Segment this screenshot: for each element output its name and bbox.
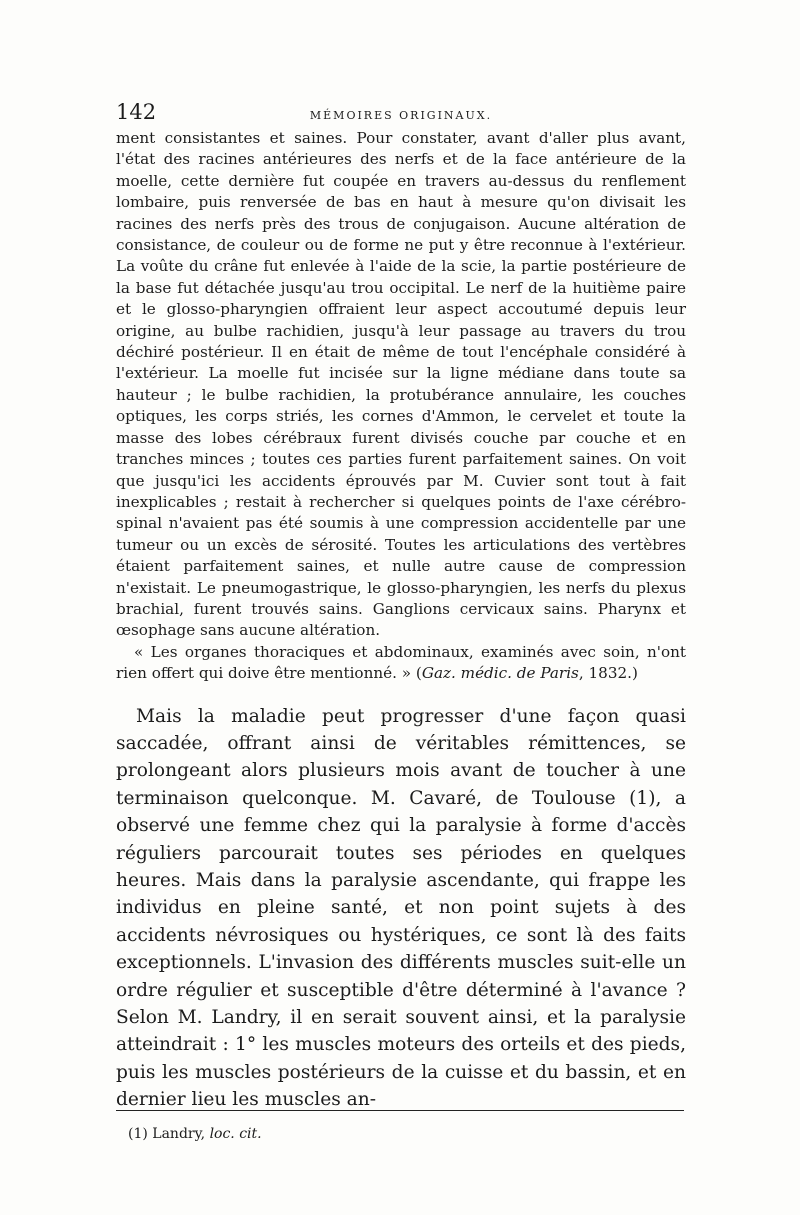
page-header (116, 100, 686, 128)
quote-paragraph-2 (116, 642, 686, 685)
citation-journal: Gaz. médic. de Paris (421, 664, 579, 683)
quote-paragraph-2-text: « Les organes thoraciques et abdominaux, examinés avec soin, n'ont rien offert qui doive être mentionné. » ( (116, 642, 686, 683)
quoted-observation (116, 128, 686, 685)
footnote-reference: loc. cit. (209, 1126, 262, 1142)
quote-paragraph-1: ment consistantes et saines. Pour constater, avant d'aller plus avant, l'état des racines antérieures des nerfs et de la face antérieure de la moelle, cette dernière fut coupée en travers au-dessus du renflement lombaire, puis renversée de bas en haut à mesure qu'on divisait les racines des nerfs près des trous de conjugaison. Aucune altération de consistance, de couleur ou de forme ne put y être reconnue à l'extérieur. La voûte du crâne fut enlevée à l'aide de la scie, la partie postérieure de la base fut détachée jusqu'au trou occipital. Le nerf de la huitième paire et le glosso-pharyngien offraient leur aspect accoutumé depuis leur origine, au bulbe rachidien, jusqu'à leur passage au travers du trou déchiré postérieur. Il en était de même de tout l'encéphale considéré à l'extérieur. La moelle fut incisée sur la ligne médiane dans toute sa hauteur ; le bulbe rachidien, la protubérance annulaire, les couches optiques, les corps striés, les cornes d'Ammon, le cervelet et toute la masse des lobes cérébraux furent divisés couche par couche et en tranches minces ; toutes ces parties furent parfaitement saines. On voit que jusqu'ici les accidents éprouvés par M. Cuvier sont tout à fait inexplicables ; restait à rechercher si quelques points de l'axe cérébro-spinal n'avaient pas été soumis à une compression accidentelle par une tumeur ou un excès de sérosité. Toutes les articulations des vertèbres étaient parfaitement saines, et nulle autre cause de compression n'existait. Le pneumogastrique, le glosso-pharyngien, les nerfs du plexus brachial, furent trouvés sains. Ganglions cervicaux sains. Pharynx et œsophage sans aucune altération. (116, 129, 686, 640)
body-paragraph-1: Mais la maladie peut progresser d'une façon quasi saccadée, offrant ainsi de véritables rémittences, se prolongeant alors plusieurs mois avant de toucher à une terminaison quelconque. M. Cavaré, de Toulouse (1), a observé une femme chez qui la paralysie à forme d'accès réguliers parcourait toutes ses périodes en quelques heures. Mais dans la paralysie ascendante, qui frappe les individus en pleine santé, et non point sujets à des accidents névrosiques ou hystériques, ce sont là des faits exceptionnels. L'invasion des différents muscles suit-elle un ordre régulier et susceptible d'être déterminé à l'avance ? Selon M. Landry, il en serait souvent ainsi, et la paralysie atteindrait : 1° les muscles moteurs des orteils et des pieds, puis les muscles postérieurs de la cuisse et du bassin, et en dernier lieu les muscles an- (116, 705, 686, 1111)
page (116, 100, 686, 1114)
page-number: 142 (116, 100, 157, 124)
footnote-divider (116, 1110, 684, 1111)
citation-year: , 1832.) (578, 664, 638, 683)
running-head: MÉMOIRES ORIGINAUX. (309, 109, 493, 122)
main-text (116, 703, 686, 1114)
footnote (128, 1126, 262, 1142)
footnote-marker: (1) Landry, (128, 1126, 206, 1142)
